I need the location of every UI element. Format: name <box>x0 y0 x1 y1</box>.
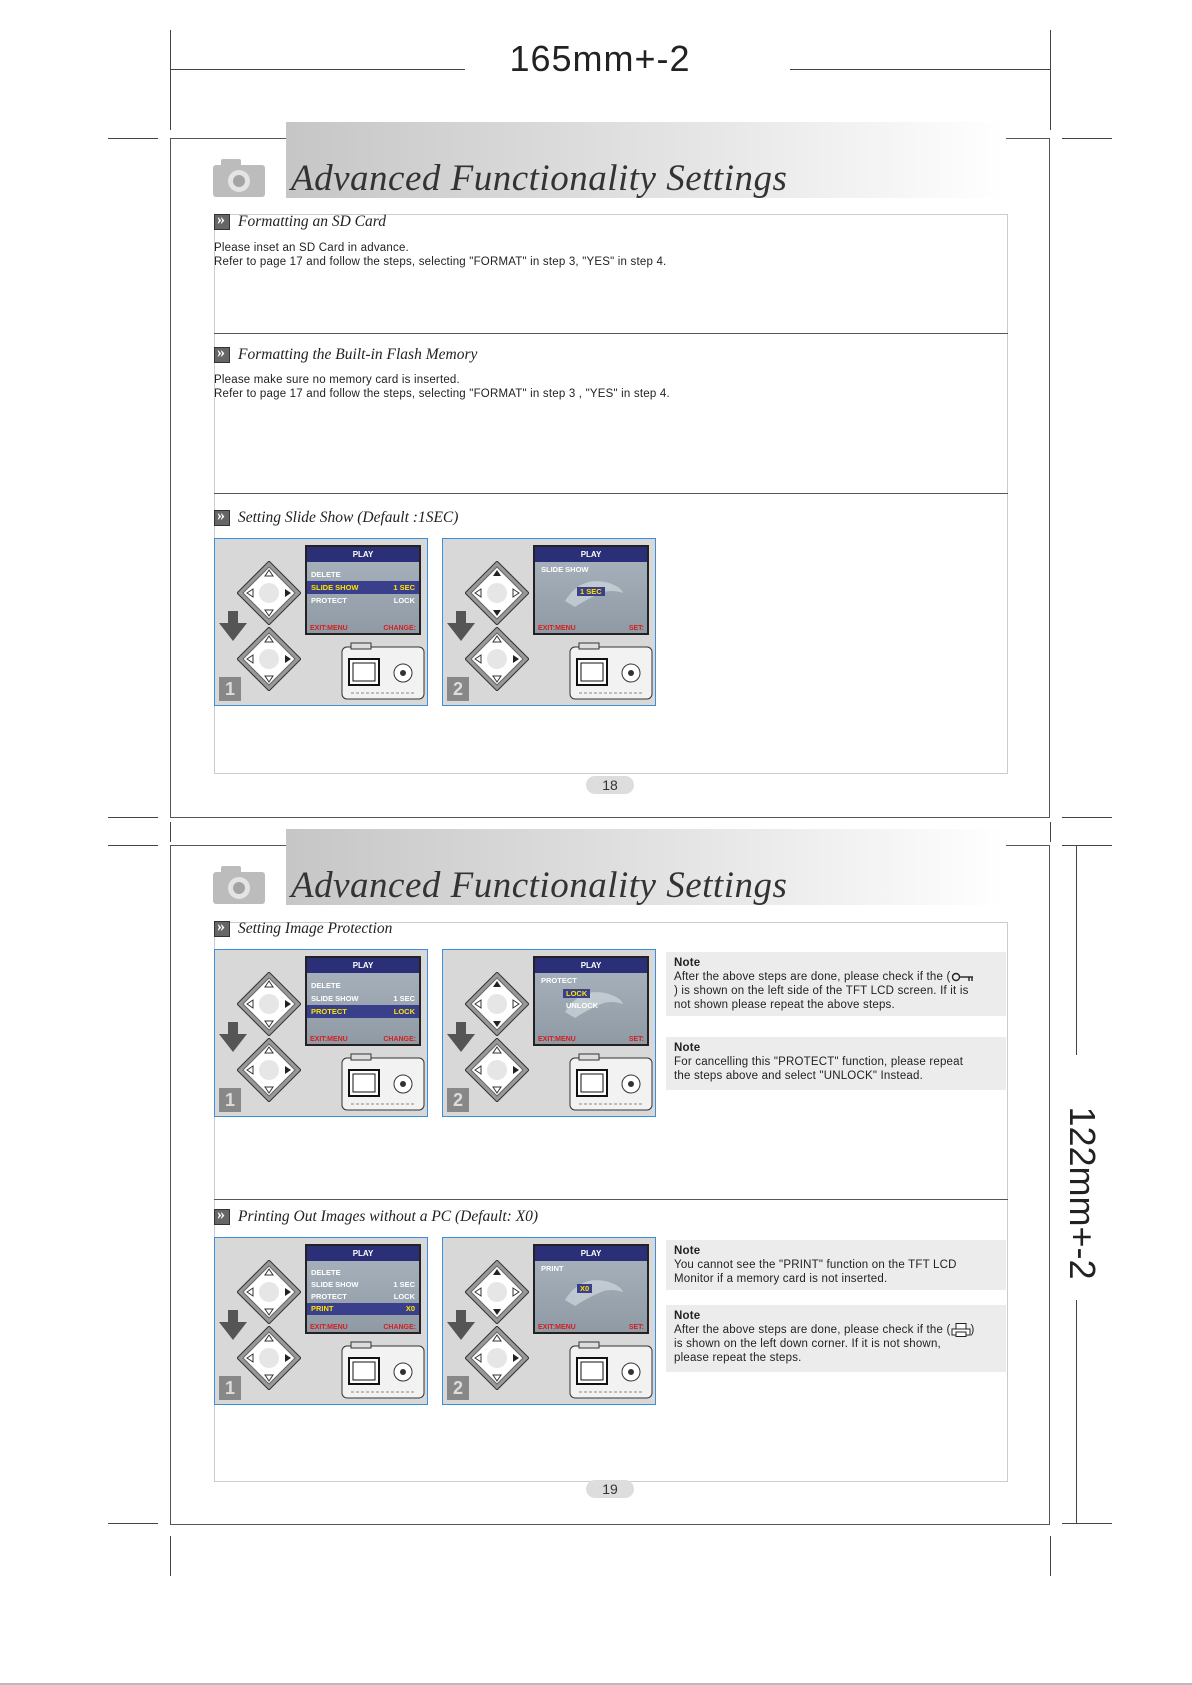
lcd-screen: PLAY DELETE SLIDE SHOW 1 SEC PROTECT LOCK EXIT:MENU CHANGE: <box>305 545 421 635</box>
lcd-menu-row: DELETE <box>311 570 341 579</box>
camera-back-illustration <box>569 1340 653 1400</box>
slideshow-step-1-panel <box>214 538 428 706</box>
lcd-menu-row-selected: PRINT X0 <box>307 1303 419 1315</box>
section-title-image-protection: » Setting Image Protection <box>214 920 392 938</box>
page-number: 19 <box>586 1480 634 1498</box>
lcd-menu-row: DELETE <box>311 1268 341 1277</box>
height-dimension-label: 122mm+-2 <box>1062 1106 1103 1280</box>
lcd-menu-row: PROTECT LOCK <box>311 1292 415 1301</box>
page-number: 18 <box>586 776 634 794</box>
width-dimension-label: 165mm+-2 <box>509 38 691 79</box>
lcd-menu-row-selected: SLIDE SHOW 1 SEC <box>307 581 419 594</box>
section-arrow-icon <box>214 921 230 937</box>
section-arrow-icon <box>214 214 230 230</box>
lcd-footer: EXIT:MENU CHANGE: <box>310 625 416 632</box>
page-title: Advanced Functionality Settings <box>291 865 788 906</box>
divider <box>214 333 1008 334</box>
key-icon <box>951 972 975 982</box>
lcd-screen: PLAY PRINT X0 EXIT:MENU SET: <box>533 1244 649 1334</box>
step-number: 1 <box>219 1088 241 1112</box>
flash-memory-instructions: Please make sure no memory card is inserted. Refer to page 17 and follow the steps, selecting "FORMAT" in step 3 , "YES" in step 4. <box>214 374 670 400</box>
camera-back-illustration <box>569 641 653 701</box>
lcd-menu-row: SLIDE SHOW 1 SEC <box>311 1280 415 1289</box>
lcd-footer: EXIT:MENU SET: <box>538 625 644 632</box>
divider <box>214 1199 1008 1200</box>
lcd-screen: PLAY DELETE SLIDE SHOW 1 SEC PROTECT LOCK PRINT X0 EXIT:MENU CHANGE: <box>305 1244 421 1334</box>
camera-back-illustration <box>341 641 425 701</box>
note-print-check: Note After the above steps are done, please check if the ( ) is shown on the left down corner. If it is not shown, please repeat the steps. <box>666 1305 1006 1372</box>
camera-icon <box>213 864 265 904</box>
section-title-sd-card: » Formatting an SD Card <box>214 213 386 231</box>
step-number: 2 <box>447 1088 469 1112</box>
step-number: 2 <box>447 1376 469 1400</box>
page-title: Advanced Functionality Settings <box>291 158 788 199</box>
lcd-menu-row: PROTECT LOCK <box>311 596 415 605</box>
dpad-icon <box>465 1326 529 1390</box>
lcd-footer: EXIT:MENU SET: <box>538 1324 644 1331</box>
lcd-menu-row-selected: PROTECT LOCK <box>307 1005 419 1018</box>
page-18 <box>170 138 1050 818</box>
dpad-icon <box>237 1038 301 1102</box>
camera-icon <box>213 157 265 197</box>
lcd-screen: PLAY DELETE SLIDE SHOW 1 SEC PROTECT LOCK EXIT:MENU CHANGE: <box>305 956 421 1046</box>
printer-icon <box>951 1323 971 1337</box>
dpad-icon <box>237 1326 301 1390</box>
protect-step-2-panel <box>442 949 656 1117</box>
section-title-printing: » Printing Out Images without a PC (Default: X0) <box>214 1208 538 1226</box>
step-number: 2 <box>447 677 469 701</box>
slideshow-step-2-panel <box>442 538 656 706</box>
section-arrow-icon <box>214 510 230 526</box>
lcd-screen: PLAY SLIDE SHOW 1 SEC EXIT:MENU SET: <box>533 545 649 635</box>
camera-back-illustration <box>569 1052 653 1112</box>
dpad-icon <box>465 1038 529 1102</box>
dolphin-photo-icon <box>561 1270 625 1310</box>
step-number: 1 <box>219 677 241 701</box>
print-step-2-panel <box>442 1237 656 1405</box>
note-unlock: Note For cancelling this "PROTECT" function, please repeat the steps above and select "UNLOCK" Instead. <box>666 1037 1006 1090</box>
note-print-memory-card: Note You cannot see the "PRINT" function on the TFT LCD Monitor if a memory card is not inserted. <box>666 1240 1006 1290</box>
note-protect-check: Note After the above steps are done, please check if the ( ) is shown on the left side of the TFT LCD screen. If it is not shown please repeat the above steps. <box>666 952 1006 1016</box>
divider <box>214 493 1008 494</box>
lcd-menu-row: SLIDE SHOW 1 SEC <box>311 994 415 1003</box>
dpad-icon <box>237 627 301 691</box>
section-arrow-icon <box>214 1209 230 1225</box>
camera-back-illustration <box>341 1052 425 1112</box>
section-title-slide-show: » Setting Slide Show (Default :1SEC) <box>214 509 458 527</box>
section-title-flash-memory: » Formatting the Built-in Flash Memory <box>214 346 477 364</box>
lcd-footer: EXIT:MENU SET: <box>538 1036 644 1043</box>
camera-back-illustration <box>341 1340 425 1400</box>
lcd-footer: EXIT:MENU CHANGE: <box>310 1324 416 1331</box>
sd-card-instructions: Please inset an SD Card in advance. Refer to page 17 and follow the steps, selecting "FORMAT" in step 3, "YES" in step 4. <box>214 242 667 268</box>
page-19 <box>170 845 1050 1525</box>
section-arrow-icon <box>214 347 230 363</box>
print-step-1-panel <box>214 1237 428 1405</box>
step-number: 1 <box>219 1376 241 1400</box>
dpad-icon <box>465 627 529 691</box>
lcd-footer: EXIT:MENU CHANGE: <box>310 1036 416 1043</box>
lcd-screen: PLAY PROTECT LOCK UNLOCK EXIT:MENU SET: <box>533 956 649 1046</box>
lcd-menu-row: DELETE <box>311 981 341 990</box>
protect-step-1-panel <box>214 949 428 1117</box>
